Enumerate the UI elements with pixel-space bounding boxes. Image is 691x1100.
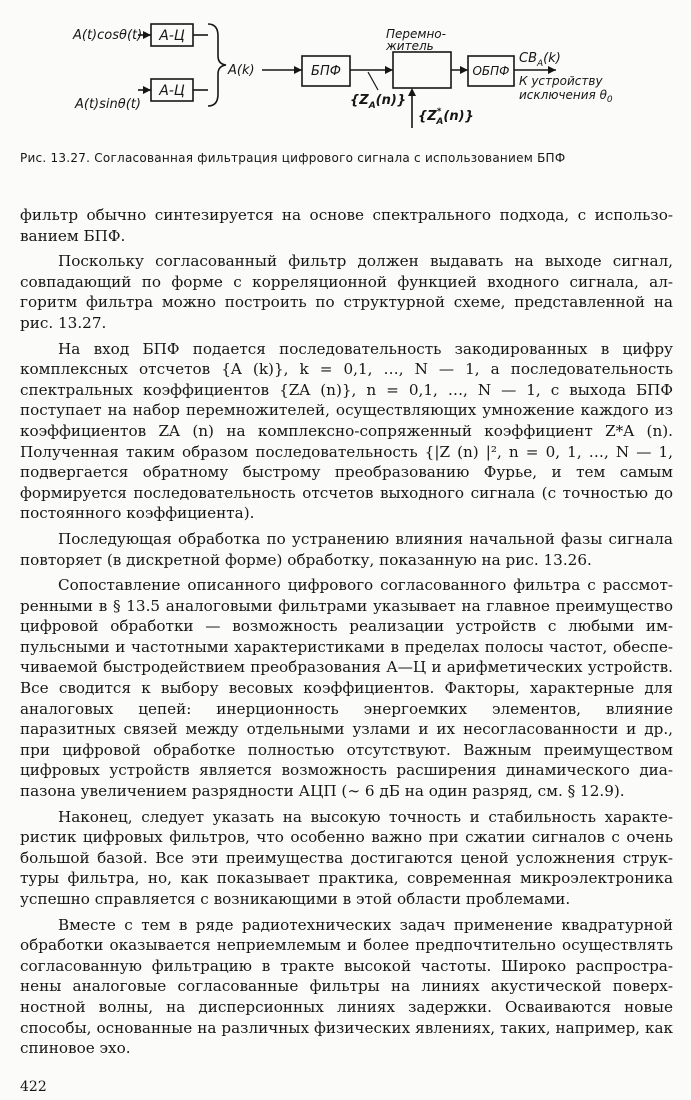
- paragraph: Сопоставление описанного цифрового согласованного фильтра с рассмотренными в § 13.5 аналоговыми фильтрами указывает на главное преимущество цифровой обработки — возможность реализации устройств с любыми импульсными и частотными характеристиками в пределах полосы частот, обеспечиваемой быстродействием преобразования А—Ц и арифметических устройств. Все сводится к выбору весовых коэффициентов. Факторы, характерные для аналоговых цепей: инерционность энергоемких элементов, влияние паразитных связей между отдельными узлами и их несогласованности и др., при цифровой обработке полностью отсутствуют. Важным преимуществом цифровых устройств является возможность расширения динамического диапазона увеличением разрядности АЦП (∼ 6 дБ на один разряд, см. § 12.9).: [20, 576, 673, 801]
- multiplier-box: [393, 52, 451, 88]
- adc-bottom-label: А-Ц: [159, 83, 185, 99]
- paragraph: фильтр обычно синтезируется на основе спектрального подхода, с использованием БПФ.: [20, 206, 673, 245]
- paragraph: Поскольку согласованный фильтр должен выдавать на выходе сигнал, совпадающий по форме с корреляционной функцией входного сигнала, алгоритм фильтра можно построить по структурной схеме, представленной на рис. 13.27.: [20, 252, 673, 332]
- brace: [208, 24, 226, 106]
- multiplier-label-1: Перемно-: [386, 27, 446, 41]
- paragraph: Последующая обработка по устранению влияния начальной фазы сигнала повторяет (в дискретной форме) обработку, показанную на рис. 13.26.: [20, 529, 673, 569]
- multiplier-label-2: житель: [386, 39, 434, 53]
- fft-label: БПФ: [311, 64, 341, 79]
- input-sin-label: A(t)sinθ(t): [75, 97, 141, 112]
- conjugate-label: {Z* A(n)}: [418, 107, 474, 127]
- block-diagram: [0, 0, 691, 150]
- page-number: 422: [20, 1079, 47, 1095]
- paragraph: Вместе с тем в ряде радиотехнических задач применение квадратурной обработки оказывается неприемлемым и более предпочтительно осуществлять согласованную фильтрацию в тракте высокой частоты. Широко распространены аналоговые согласованные фильтры на линиях акустической поверхностной волны, на дисперсионных линиях задержки. Осваиваются новые способы, основанные на различных физических явлениях, таких, например, как спиновое эхо.: [20, 915, 673, 1058]
- paragraph: Наконец, следует указать на высокую точность и стабильность характеристик цифровых фильтров, что особенно важно при сжатии сигналов с очень большой базой. Все эти преимущества достигаются ценой усложнения структуры фильтра, но, как показывает практика, современная микроэлектроника успешно справляется с возникающими в этой области проблемами.: [20, 807, 673, 908]
- output-destination-2: исключения $\theta_0$: [519, 88, 613, 105]
- ifft-label: ОБПФ: [472, 64, 510, 78]
- adc-top-label: А-Ц: [159, 28, 185, 44]
- spectrum-label: $\{Z_A(n)\}$: [350, 93, 407, 111]
- body-text: [20, 205, 673, 1064]
- output-label: $СВ_A(k)$: [519, 51, 561, 69]
- output-destination-1: К устройству: [519, 74, 603, 88]
- figure-caption: Рис. 13.27. Согласованная фильтрация цифрового сигнала с использованием БПФ: [20, 151, 566, 165]
- paragraph: На вход БПФ подается последовательность закодированных в цифру комплексных отсчетов {A (k)}, k = 0,1, …, N — 1, а последовательность спектральных коэффициентов {ZA (n)}, n = 0,1, …, N — 1, с выхода БПФ поступает на набор перемножителей, осуществляющих умножение каждого из коэффициентов ZA (n) на комплексно-сопряженный коэффициент Z*A (n). Полученная таким образом последовательность {|Z (n) |², n = 0, 1, …, N — 1, подвергается обратному быстрому преобразованию Фурье, и тем самым формируется последовательность отсчетов выходного сигнала (с точностью до постоянного коэффициента).: [20, 339, 673, 523]
- input-cos-label: A(t)cosθ(t): [73, 28, 143, 43]
- signal-a-label: A(k): [228, 63, 255, 78]
